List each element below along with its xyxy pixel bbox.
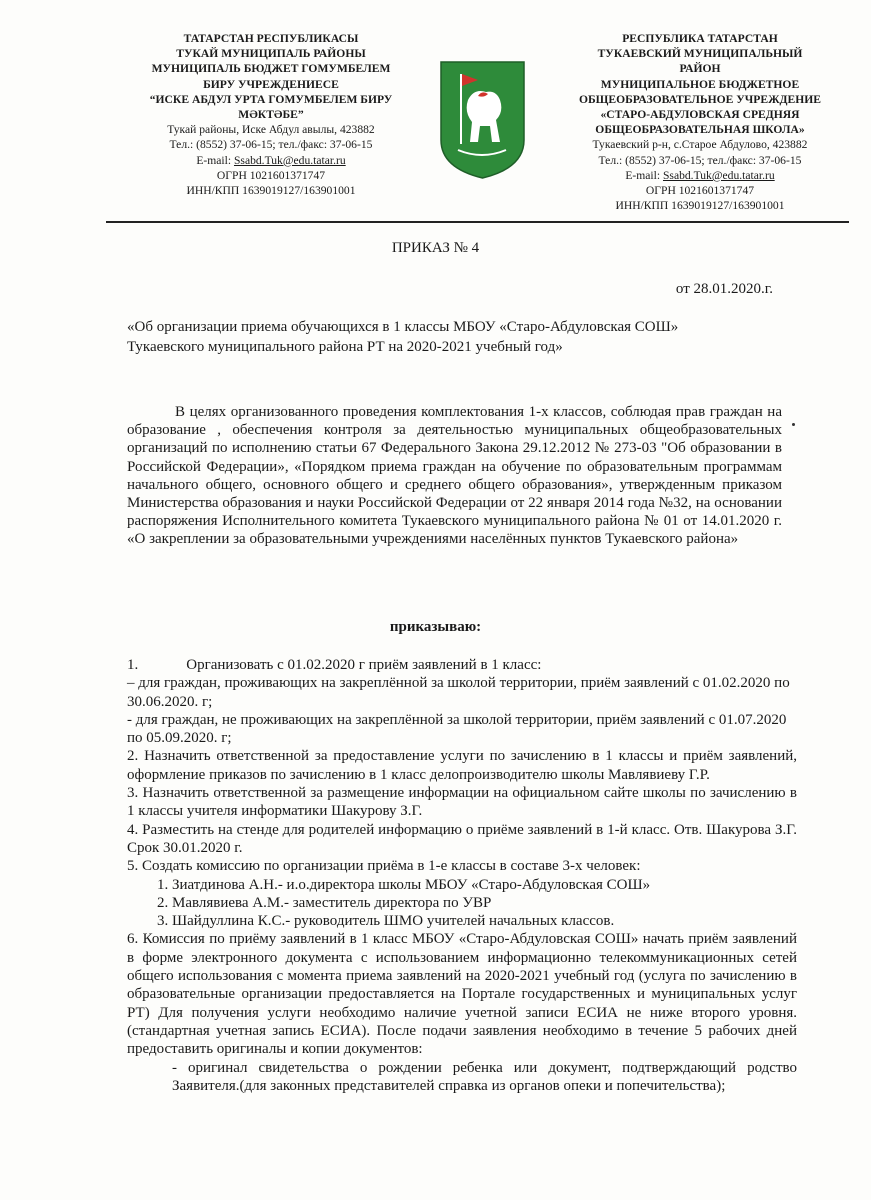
item-1b: - для граждан, не проживающих на закреплённой за школой территории, приём заявлений с 01.07.2020 по 05.09.2020. г; [127,711,787,747]
commission-member: 3. Шайдуллина К.С.- руководитель ШМО учителей начальных классов. [157,913,615,930]
header-left [110,31,432,198]
order-items [127,656,797,1095]
item-6: 6. Комиссия по приёму заявлений в 1 класс МБОУ «Старо-Абдуловская СОШ» начать приём заявлений в форме электронного документа с использованием информационно телекоммуникационных сетей общего использования с момента приема заявлений на 2020-2021 учебный год (услуга по зачислению в образовательные организации предоставляется на Портале государственных и муниципальных услуг РТ) Для получения услуги необходимо наличие учетной записи ЕСИА не ниже второго уровня. (стандартная учетная запись ЕСИА). После подачи заявления необходимо в течение 5 рабочих дней предоставить оригиналы и копии документов: [127,931,797,1058]
header-left-line: МУНИЦИПАЛЬ БЮДЖЕТ ГОМУМБЕЛЕМ [151,62,391,76]
header-right [545,31,855,213]
header-divider [106,221,849,223]
email-label: E-mail: [625,168,663,182]
item-1 [127,656,797,674]
header-right-line: ТУКАЕВСКИЙ МУНИЦИПАЛЬНЫЙ [597,47,803,61]
header-left-email-link[interactable]: Ssabd.Tuk@edu.tatar.ru [233,153,346,167]
header-right-line: РАЙОН [679,62,721,76]
document-date: от 28.01.2020.г. [675,281,773,297]
header-left-email-line [110,153,432,168]
header-right-line: ОБЩЕОБРАЗОВАТЕЛЬНАЯ ШКОЛА» [595,123,805,137]
document-title: ПРИКАЗ № 4 [391,240,480,256]
preamble-text: В целях организованного проведения комплектования 1-х классов, соблюдая прав граждан на образование , обеспечения контроля за деятельностью муниципальных общеобразовательных организаций по исполнению статьи 67 Федерального Закона 29.12.2012 № 273-03 "Об образовании в Российской Федерации», «Порядком приема граждан на обучение по образовательным программам начального общего, основного общего и среднего общего образования», утвержденным приказом Министерства образования и науки Российской Федерации от 22 января 2014 года №32, на основании распоряжения Исполнительного комитета Тукаевского муниципального района № 01 от 14.01.2020 г. «О закреплении за образовательными учреждениями населённых пунктов Тукаевского района» [127,404,782,548]
preamble-paragraph [127,403,782,549]
item-text: Организовать с 01.02.2020 г приём заявлений в 1 класс: [186,657,542,673]
header-left-line: “ИСКЕ АБДУЛ УРТА ГОМУМБЕЛЕМ БИРУ [149,92,393,106]
item-3: 3. Назначить ответственной за размещение информации на официальном сайте школы по зачислению в 1 классы учителя информатики Шакурову З.Г. [127,785,797,820]
emblem-flag-pole [460,74,462,144]
header-right-inn: ИНН/КПП 1639019127/163901001 [615,199,785,213]
header-left-inn: ИНН/КПП 1639019127/163901001 [186,184,356,198]
header-left-line: БИРУ УЧРЕЖДЕНИЕСЕ [203,77,339,91]
header-left-phone: Тел.: (8552) 37-06-15; тел./факс: 37-06-15 [169,138,373,152]
subject-line: Тукаевского муниципального района РТ на 2020-2021 учебный год» [127,339,563,355]
email-label: E-mail: [196,153,234,167]
coat-of-arms-emblem [438,60,527,180]
header-left-ogrn: ОГРН 1021601371747 [216,168,326,182]
header-right-phone: Тел.: (8552) 37-06-15; тел./факс: 37-06-15 [598,153,802,167]
item-1a: – для граждан, проживающих на закреплённой за школой территории, приём заявлений с 01.02.2020 по 30.06.2020. г; [127,675,790,710]
scan-speck [792,423,795,426]
commission-member: 2. Мавлявиева А.М.- заместитель директора по УВР [157,894,492,911]
header-right-email-line [545,168,855,183]
item-5: 5. Создать комиссию по организации приёма в 1-е классы в составе 3-х человек: [127,858,641,875]
header-right-line: «СТАРО-АБДУЛОВСКАЯ СРЕДНЯЯ [600,108,800,122]
commission-member: 1. Зиатдинова А.Н.- и.о.директора школы МБОУ «Старо-Абдуловская СОШ» [157,876,651,893]
header-left-line: ТУКАЙ МУНИЦИПАЛЬ РАЙОНЫ [176,47,366,61]
header-right-address: Тукаевский р-н, с.Старое Абдулово, 423882 [592,138,808,152]
order-word: приказываю: [389,619,482,635]
header-right-ogrn: ОГРН 1021601371747 [645,184,755,198]
subject-line: «Об организации приема обучающихся в 1 классы МБОУ «Старо-Абдуловская СОШ» [127,319,679,335]
header-right-email-link[interactable]: Ssabd.Tuk@edu.tatar.ru [662,168,775,182]
item-4: 4. Разместить на стенде для родителей информацию о приёме заявлений в 1-й класс. Отв. Шакурова З.Г. Срок 30.01.2020 г. [127,821,797,856]
header-right-line: РЕСПУБЛИКА ТАТАРСТАН [622,32,778,45]
item-2: 2. Назначить ответственной за предоставление услуги по зачислению в 1 классы и приём заявлений, оформление приказов по зачислению в 1 класс делопроизводителю школы Мавлявиеву Г.Р. [127,748,797,783]
header-right-line: МУНИЦИПАЛЬНОЕ БЮДЖЕТНОЕ [600,77,800,91]
header-left-line: ТАТАРСТАН РЕСПУБЛИКАСЫ [183,32,359,45]
header-right-line: ОБЩЕОБРАЗОВАТЕЛЬНОЕ УЧРЕЖДЕНИЕ [578,92,822,106]
header-left-address: Тукай районы, Иске Абдул авылы, 423882 [167,123,375,137]
item-6-document: - оригинал свидетельства о рождении ребенка или документ, подтверждающий родство Заявителя.(для законных представителей справка из органов опеки и попечительства); [172,1059,797,1094]
order-subject [127,317,787,357]
header-left-line: МӘКТӘБЕ” [238,108,304,122]
item-number: 1. [127,657,139,673]
